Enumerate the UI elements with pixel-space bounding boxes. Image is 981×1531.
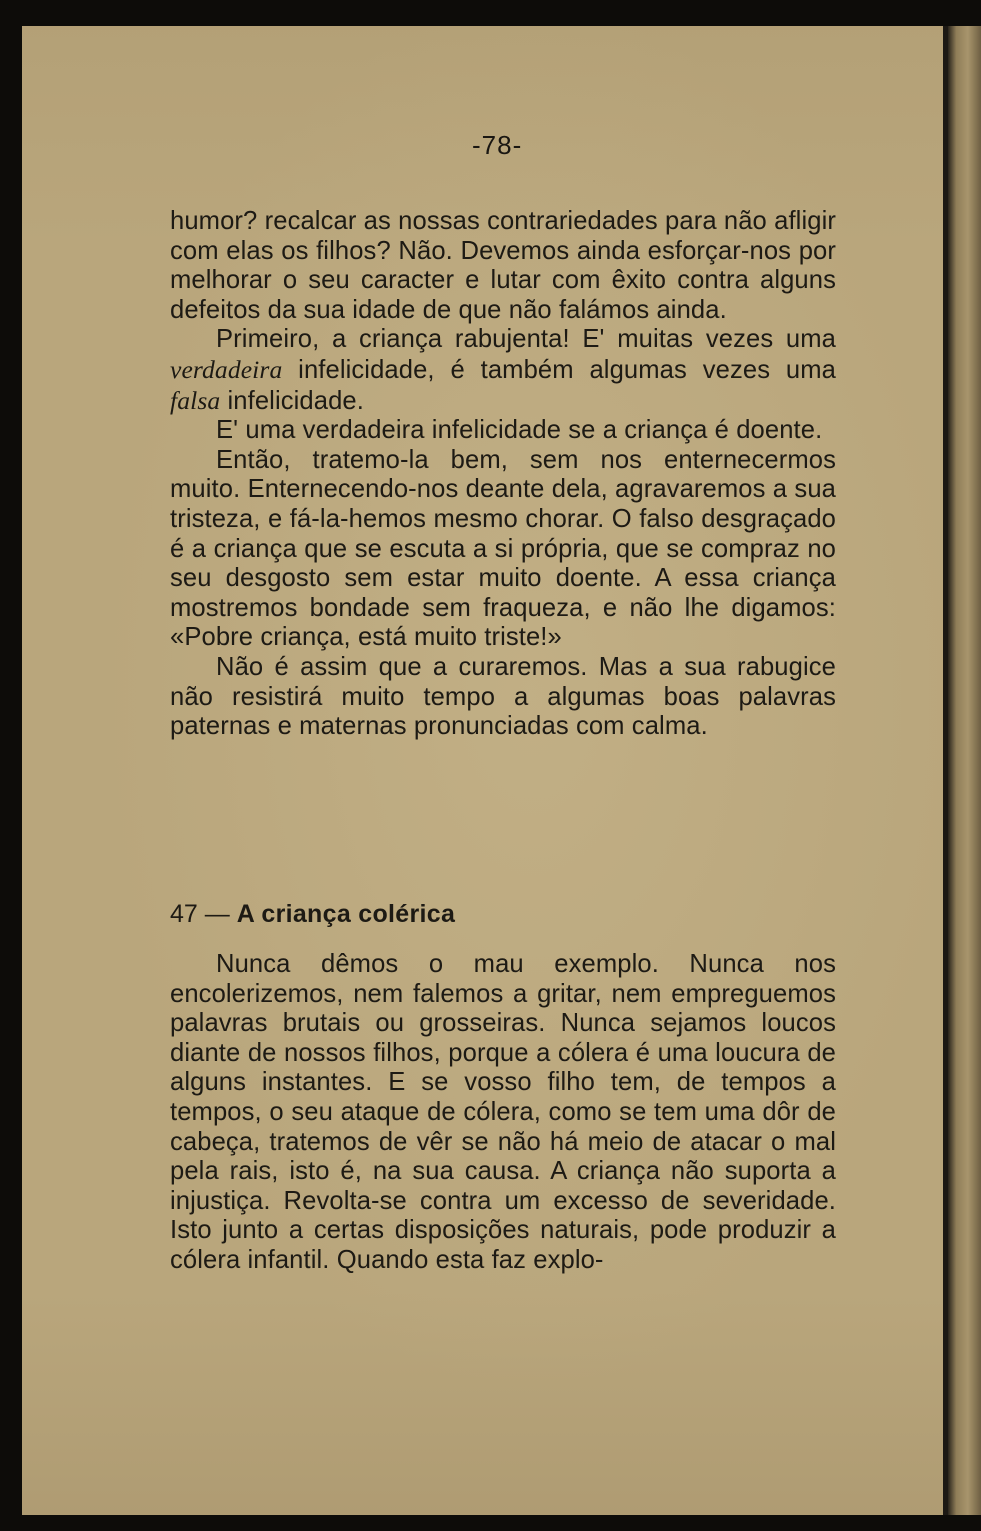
paragraph-doente: E' uma verdadeira infelicidade se a criança é doente.	[216, 416, 823, 445]
paragraph-colera: Nunca dêmos o mau exemplo. Nunca nos encolerizemos, nem falemos a gritar, nem empreguemos palavras brutais ou grosseiras. Nunca sejamos loucos diante de nossos filhos, porque a cólera é uma loucura de alguns instantes. E se vosso filho tem, de tempos a tempos, o seu ataque de cólera, como se tem uma dôr de cabeça, tratemos de vêr se não há meio de atacar o mal pela rais, isto é, na sua causa. A criança não suporta a injustiça. Revolta-se contra um excesso de severidade. Isto junto a certas disposições naturais, pode produzir a cólera infantil. Quando esta faz explo-	[170, 950, 836, 1274]
section-number: 47 —	[170, 900, 237, 928]
paragraph-curaremos: Não é assim que a curaremos. Mas a sua rabugice não resistirá muito tempo a algumas boas palavras paternas e maternas pronunciadas com calma.	[170, 652, 836, 741]
text-span: infelicidade.	[220, 386, 364, 415]
paragraph-tratemo: Então, tratemo-la bem, sem nos enternecermos muito. Enternecendo-nos deante dela, agravaremos a sua tristeza, e fá-la-hemos mesmo chorar. O falso desgraçado é a criança que se escuta a si própria, que se compraz no seu desgosto sem estar muito doente. A essa criança mostremos bondade sem fraqueza, e não lhe digamos: «Pobre criança, está muito triste!»	[170, 445, 836, 652]
text-span: infelicidade, é também algumas vezes uma	[282, 355, 836, 384]
text-block-lower	[170, 950, 836, 1276]
page-number: -78-	[472, 130, 523, 160]
paragraph-continuation: humor? recalcar as nossas contrariedades para não afligir com elas os filhos? Não. Devemos ainda esforçar-nos por melhorar o seu caracter e lutar com êxito contra alguns defeitos da sua idade de que não falámos ainda.	[170, 207, 836, 324]
italic-falsa: falsa	[170, 385, 221, 415]
section-title: A criança colérica	[236, 900, 456, 928]
text-span: Primeiro, a criança rabujenta! E' muitas vezes uma	[216, 325, 836, 354]
paragraph-rabujenta	[170, 325, 836, 416]
book-spine-edge	[948, 26, 981, 1515]
italic-verdadeira: verdadeira	[170, 354, 283, 384]
section-heading	[170, 900, 455, 929]
text-block-upper	[170, 207, 836, 742]
